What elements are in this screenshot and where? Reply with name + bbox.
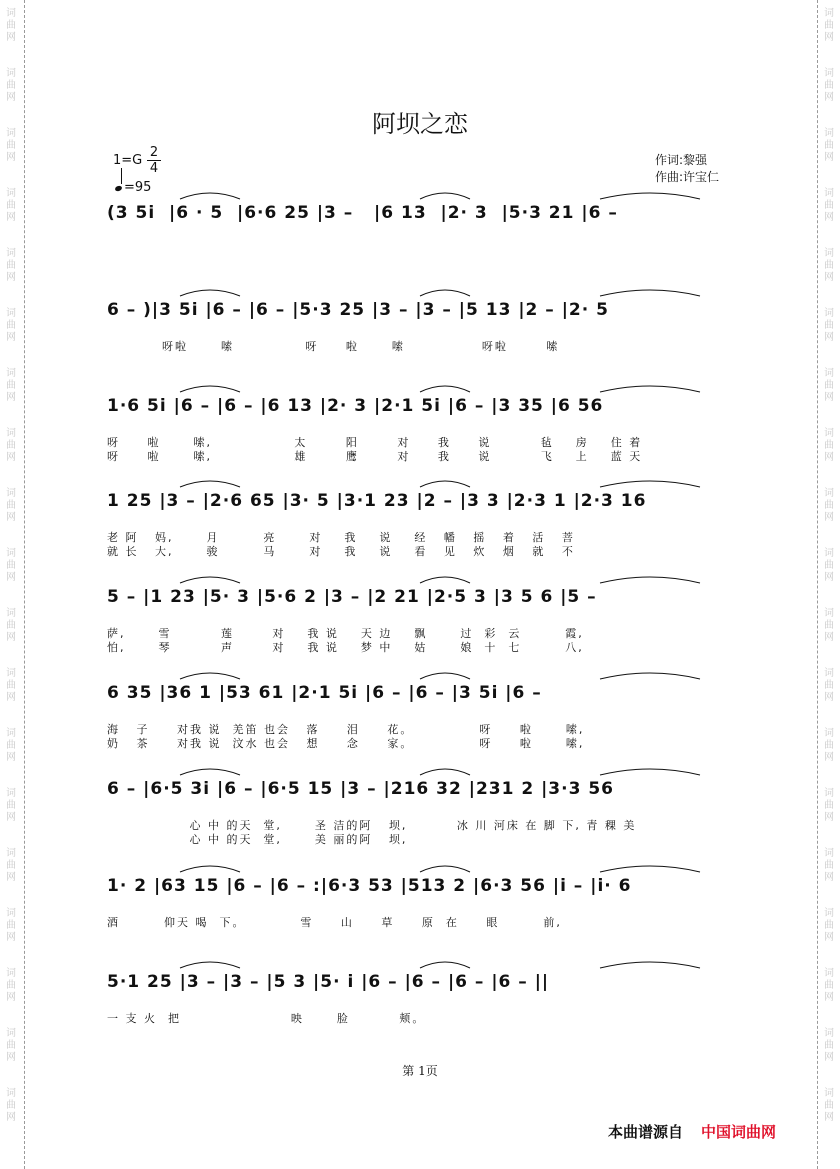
lyric-line-verse2: 就 长 大, 骏 马 对 我 说 看 见 炊 烟 就 不 [107,545,575,558]
lyricist: 作词:黎强 [655,153,708,167]
left-page-border [24,0,25,1169]
watermark-text: 词曲网 [6,908,16,943]
song-title: 阿坝之恋 [372,110,468,138]
slur-arc [420,769,470,775]
lyric-line-verse1: 心 中 的天 堂, 圣 洁的阿 坝, 冰 川 河床 在 脚 下, 青 稞 美 [107,819,637,832]
right-page-border [817,0,818,1169]
slur-arc [180,481,240,487]
slur-arc [180,866,240,872]
watermark-text: 词曲网 [6,968,16,1003]
quarter-note-icon [114,185,122,192]
slur-arc [420,962,470,968]
slur-arc [420,866,470,872]
lyric-line-verse1: 海 子 对我 说 羌笛 也会 落 泪 花。 呀 啦 嗦, [107,723,585,736]
time-signature [147,145,161,176]
slur-arc [600,866,700,872]
watermark-text: 词曲网 [6,8,16,43]
notation-line: 1·6 5i |6 – |6 – |6 13 |2· 3 |2·1 5i |6 – |3 35 |6 56 [107,396,604,416]
notation-line: 6 35 |36 1 |53 61 |2·1 5i |6 – |6 – |3 5i |6 – [107,683,542,703]
watermark-text: 词曲网 [824,848,834,883]
watermark-text: 词曲网 [6,428,16,463]
credits [655,152,719,186]
slur-arc [600,962,700,968]
slur-arc [420,386,470,392]
slur-arc [600,193,700,199]
page-number: 第 1页 [402,1064,438,1078]
time-signature-bottom: 4 [147,160,161,176]
slur-arc [180,577,240,583]
slur-arc [600,769,700,775]
lyric-line-verse1: 呀 啦 嗦, 太 阳 对 我 说 毡 房 住 着 [107,436,643,449]
watermark-text: 词曲网 [824,8,834,43]
watermark-text: 词曲网 [824,488,834,523]
slur-arc [180,962,240,968]
watermark-text: 词曲网 [6,1088,16,1123]
watermark-text: 词曲网 [824,1088,834,1123]
notation-line: 1 25 |3 – |2·6 65 |3· 5 |3·1 23 |2 – |3 3 |2·3 1 |2·3 16 [107,491,647,511]
watermark-text: 词曲网 [824,1028,834,1063]
lyric-line-verse1: 萨, 雪 莲 对 我 说 天 边 飘 过 彩 云 霞, [107,627,584,640]
slur-arc [180,290,240,296]
notation-line: 5 – |1 23 |5· 3 |5·6 2 |3 – |2 21 |2·5 3 |3 5 6 |5 – [107,587,597,607]
slur-arc [600,577,700,583]
lyric-line-verse1: 老 阿 妈, 月 亮 对 我 说 经 幡 摇 着 活 菩 [107,531,575,544]
watermark-text: 词曲网 [824,188,834,223]
slur-arc [420,673,470,679]
lyric-line-verse2: 怕, 琴 声 对 我 说 梦 中 姑 娘 十 七 八, [107,641,584,654]
left-watermark-column [2,8,20,1148]
watermark-text: 词曲网 [6,248,16,283]
watermark-text: 词曲网 [824,608,834,643]
lyric-line-verse2: 心 中 的天 堂, 美 丽的阿 坝, [107,833,408,846]
watermark-text: 词曲网 [824,728,834,763]
watermark-text: 词曲网 [824,668,834,703]
source-credit [608,1121,776,1142]
slur-arc [420,577,470,583]
watermark-text: 词曲网 [824,428,834,463]
source-brand[interactable]: 中国词曲网 [701,1123,777,1141]
watermark-text: 词曲网 [6,548,16,583]
tempo-value: =95 [124,180,152,195]
watermark-text: 词曲网 [824,68,834,103]
watermark-text: 词曲网 [6,308,16,343]
notation-line: 6 – |6·5 3i |6 – |6·5 15 |3 – |216 32 |231 2 |3·3 56 [107,779,614,799]
slur-arc [420,481,470,487]
tempo-marking [115,180,151,195]
notation-line: 1· 2 |63 15 |6 – |6 – :|6·3 53 |513 2 |6·3 56 |i – |i· 6 [107,876,632,896]
slur-arc [600,673,700,679]
watermark-text: 词曲网 [6,1028,16,1063]
watermark-text: 词曲网 [6,128,16,163]
right-watermark-column [820,8,838,1148]
watermark-text: 词曲网 [824,968,834,1003]
slur-arc [420,193,470,199]
time-signature-top: 2 [149,145,159,160]
slur-arc [180,386,240,392]
watermark-text: 词曲网 [6,368,16,403]
watermark-text: 词曲网 [824,788,834,823]
lyric-line-verse1: 呀啦 嗦 呀 啦 嗦 呀啦 嗦 [107,340,560,353]
slur-arc [600,481,700,487]
lyric-line-verse1: 一 支 火 把 映 脸 颊。 [107,1012,426,1025]
slur-arc [180,193,240,199]
watermark-text: 词曲网 [824,308,834,343]
watermark-text: 词曲网 [6,788,16,823]
notation-line: 6 – )|3 5i |6 – |6 – |5·3 25 |3 – |3 – |5 13 |2 – |2· 5 [107,300,609,320]
watermark-text: 词曲网 [824,548,834,583]
watermark-text: 词曲网 [6,188,16,223]
watermark-text: 词曲网 [824,368,834,403]
watermark-text: 词曲网 [6,68,16,103]
slur-arc [600,290,700,296]
lyric-line-verse2: 奶 茶 对我 说 汶水 也会 想 念 家。 呀 啦 嗦, [107,737,585,750]
slur-arc [420,290,470,296]
watermark-text: 词曲网 [824,248,834,283]
key-signature: 1=G [113,153,143,168]
watermark-text: 词曲网 [6,608,16,643]
source-label: 本曲谱源自 [608,1123,684,1141]
lyric-line-verse2: 呀 啦 嗦, 雄 鹰 对 我 说 飞 上 蓝 天 [107,450,643,463]
watermark-text: 词曲网 [824,908,834,943]
watermark-text: 词曲网 [824,128,834,163]
watermark-text: 词曲网 [6,848,16,883]
slur-arc [600,386,700,392]
watermark-text: 词曲网 [6,668,16,703]
notation-line: (3 5i |6 · 5 |6·6 25 |3 – |6 13 |2· 3 |5·3 21 |6 – [107,203,618,223]
slur-arc [180,673,240,679]
notation-line: 5·1 25 |3 – |3 – |5 3 |5· i |6 – |6 – |6 – |6 – || [107,972,550,992]
lyric-line-verse1: 酒 仰天 喝 下。 雪 山 草 原 在 眼 前, [107,916,562,929]
watermark-text: 词曲网 [6,728,16,763]
watermark-text: 词曲网 [6,488,16,523]
composer: 作曲:许宝仁 [655,170,720,184]
slur-arc [180,769,240,775]
